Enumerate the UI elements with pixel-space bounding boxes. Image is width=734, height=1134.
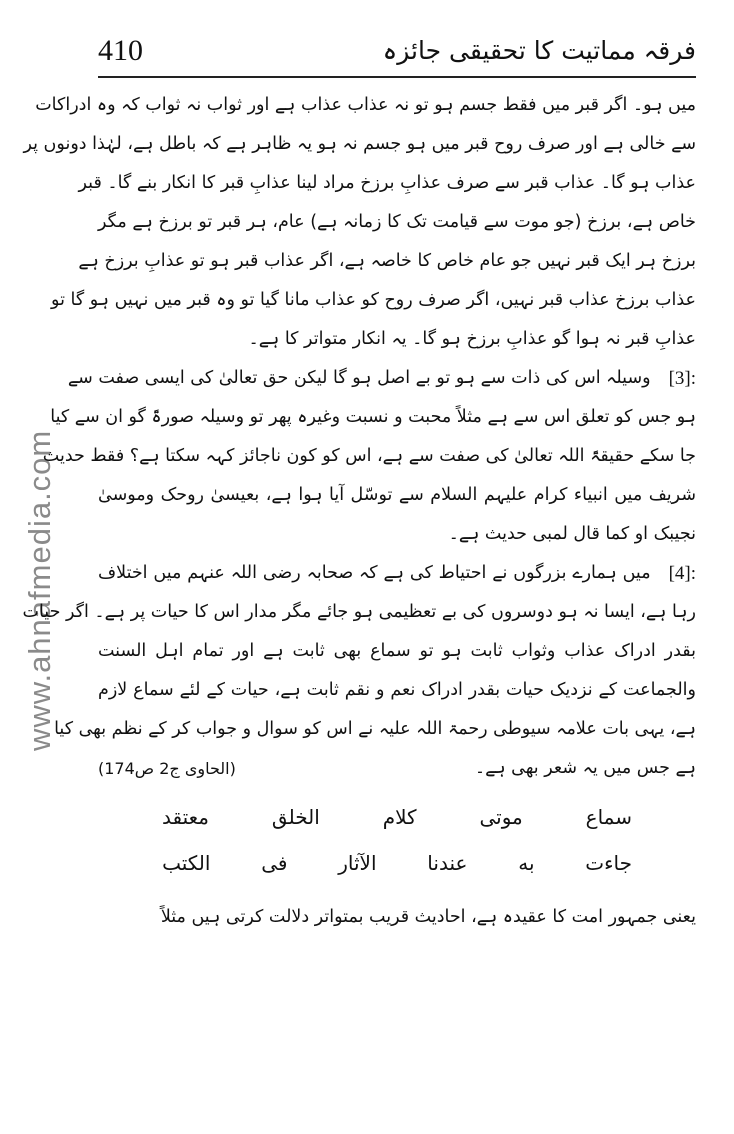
verse-word: سماع xyxy=(585,805,632,829)
text-line: میں ہو۔ اگر قبر میں فقط جسم ہو تو نہ عذاب عذاب ہے اور ثواب نہ ثواب کہ وہ ادراکات xyxy=(35,95,696,115)
verse-word: الآثار xyxy=(338,851,377,875)
verse-word: موتی xyxy=(479,805,523,829)
running-title: فرقہ مماتیت کا تحقیقی جائزہ xyxy=(382,36,696,65)
text-line: والجماعت کے نزدیک حیات بقدر ادراک نعم و نقم ثابت ہے، حیات کے لئے سماع لازم xyxy=(98,680,696,700)
verse-word: کلام xyxy=(382,805,417,829)
text-line: بقدر ادراک عذاب وثواب ثابت ہو تو سماع بھی ثابت ہے اور تمام اہل السنت xyxy=(98,641,696,661)
text-line: ہے جس میں یہ شعر بھی ہے۔ xyxy=(474,758,696,778)
verse-word: معتقد xyxy=(162,805,210,829)
text-line: ہے، یہی بات علامہ سیوطی رحمۃ اللہ علیہ نے اس کو سوال و جواب کر کے نظم بھی کیا xyxy=(54,719,696,739)
text-line: نجیبک او کما قال لمبی حدیث ہے۔ xyxy=(448,524,696,544)
text-line: سے خالی ہے اور صرف روح قبر میں ہو جسم نہ ہو یہ ظاہر ہے کہ باطل ہے، لہٰذا دونوں پر xyxy=(23,134,696,154)
verse-word: الخلق xyxy=(271,805,320,829)
text-line: وسیلہ اس کی ذات سے ہو تو بے اصل ہو گا لیکن حق تعالیٰ کی ایسی صفت سے xyxy=(67,368,651,388)
verse-line-1 xyxy=(162,794,632,840)
header-divider xyxy=(98,76,696,78)
item-first-line xyxy=(98,554,696,593)
verse-word: به xyxy=(518,851,535,875)
verse-word: عندنا xyxy=(427,851,468,875)
paragraph-1 xyxy=(23,86,696,359)
text-line: شریف میں انبیاء کرام علیہم السلام سے توسّل آیا ہوا ہے، بعیسیٰ روحک وموسیٰ xyxy=(98,485,696,505)
text-line: عذاب برزخ عذاب قبر نہیں، اگر صرف روح کو عذاب مانا گیا تو وہ قبر میں نہیں ہو گا تو xyxy=(51,290,696,310)
text-line: عذابِ قبر نہ ہوا گو عذابِ برزخ ہو گا۔ یہ انکار متواتر کا ہے۔ xyxy=(248,329,696,349)
verse-line-2 xyxy=(162,840,632,886)
watermark: www.ahnafmedia.com xyxy=(22,429,57,751)
item-3 xyxy=(42,359,696,554)
verse-word: جاءت xyxy=(585,851,632,875)
page-number: 410 xyxy=(98,34,143,67)
text-line: میں ہمارے بزرگوں نے احتیاط کی ہے کہ صحابہ رضی اللہ عنہم میں اختلاف xyxy=(98,563,651,583)
citation-reference: (الحاوی ج2 ص174) xyxy=(98,759,236,778)
item-marker: [3]: xyxy=(668,368,696,389)
text-line: ہو جس کو تعلق اس سے ہے مثلاً محبت و نسبت وغیرہ پھر تو وسیلہ صورۃً گو ان سے کیا xyxy=(50,407,696,427)
text-line: رہا ہے، ایسا نہ ہو دوسروں کی بے تعظیمی ہو جائے مگر مدار اس کا حیات پر ہے۔ اگر حیات xyxy=(22,602,696,622)
item-first-line xyxy=(67,359,696,398)
closing-line: یعنی جمہور امت کا عقیدہ ہے، احادیث قریب بمتواتر دلالت کرتی ہیں مثلاً xyxy=(160,907,696,927)
poetry-block xyxy=(162,794,632,886)
verse-word: الکتب xyxy=(162,851,211,875)
verse-word: فی xyxy=(261,851,288,875)
text-line: خاص ہے، برزخ (جو موت سے قیامت تک کا زمانہ ہے) عام، ہر قبر تو برزخ ہے مگر xyxy=(98,212,696,232)
item-marker: [4]: xyxy=(668,563,696,584)
text-line: برزخ ہر ایک قبر نہیں جو عام خاص کا خاصہ ہے، اگر عذاب قبر ہو تو عذابِ برزخ ہے xyxy=(78,251,696,271)
text-line: جا سکے حقیقۃً اللہ تعالیٰ کی صفت سے ہے، اس کو کون ناجائز کہہ سکتا ہے؟ فقط حدیث xyxy=(42,446,696,466)
text-line: عذاب ہو گا۔ عذاب قبر سے صرف عذابِ برزخ مراد لینا عذابِ قبر کا انکار بنے گا۔ قبر xyxy=(78,173,696,193)
page-header xyxy=(98,32,696,74)
reference-line xyxy=(98,749,696,788)
